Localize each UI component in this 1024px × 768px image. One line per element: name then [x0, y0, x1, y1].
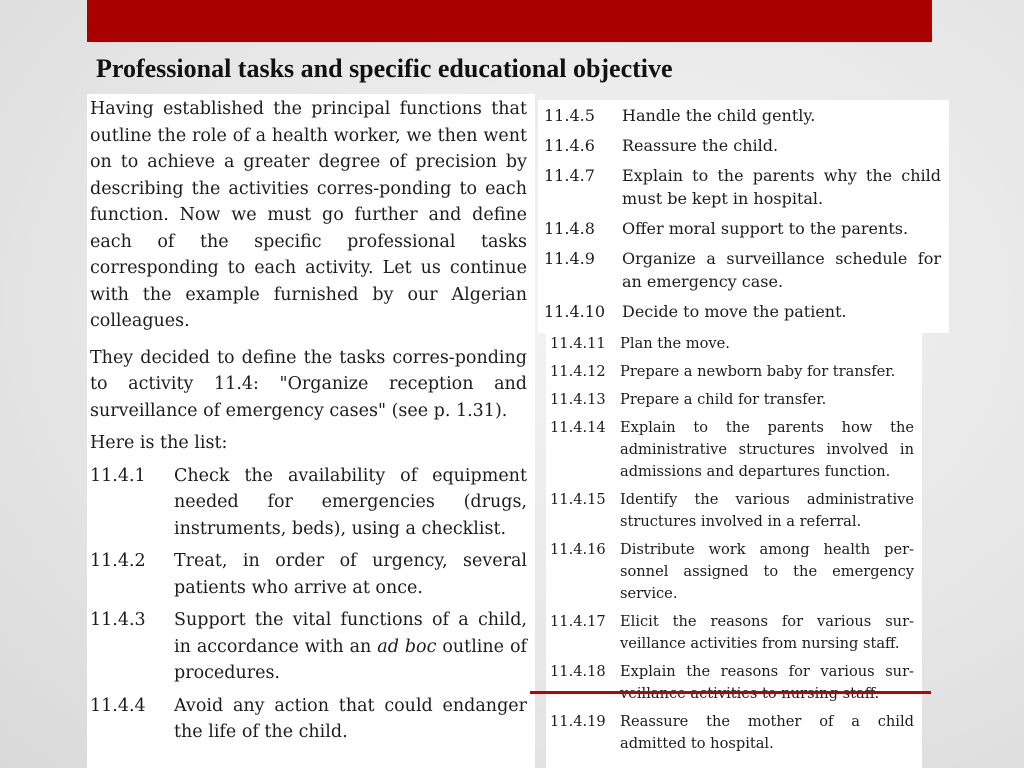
item-text: Prepare a newborn baby for transfer.: [620, 363, 896, 380]
item-text: [174, 607, 527, 687]
item-text: Explain to the parents how the administrative structures involved in admissions and departures function.: [620, 419, 914, 480]
list-item: [550, 417, 914, 483]
item-text: Check the availability of equipment needed for emergencies (drugs, instruments, beds), using a checklist.: [174, 465, 527, 539]
item-text: Decide to move the patient.: [622, 302, 847, 321]
item-text: Avoid any action that could endanger the life of the child.: [174, 695, 527, 742]
list-item: [550, 539, 914, 605]
intro-paragraph: Having established the principal functions that outline the role of a health worker, we then went on to achieve a greater degree of precision by describing the activities corres-ponding to each function. Now we must go further and define each of the specific professional tasks corresponding to each activity. Let us continue with the example furnished by our Algerian colleagues.: [90, 99, 527, 331]
item-number: 11.4.9: [544, 249, 595, 268]
list-item: [550, 611, 914, 655]
item-text: Identify the various administrative structures involved in a referral.: [620, 491, 914, 530]
item-text: Reassure the child.: [622, 136, 779, 155]
list-item: [544, 134, 941, 157]
item-number: 11.4.6: [544, 136, 595, 155]
list-item: [550, 711, 914, 755]
item-text: Prepare a child for transfer.: [620, 391, 827, 408]
item-number: 11.4.10: [544, 302, 606, 321]
item-number: 11.4.4: [90, 695, 146, 716]
list-item: [544, 300, 941, 323]
item-number: 11.4.11: [550, 335, 606, 352]
scanned-page-left: [87, 94, 535, 768]
list-item: [544, 217, 941, 240]
item-number: 11.4.3: [90, 610, 146, 630]
list-item: [550, 389, 914, 411]
list-item: [550, 489, 914, 533]
list-item: [90, 463, 527, 543]
list-item: [550, 661, 914, 705]
scanned-page-right-top: [538, 100, 949, 333]
item-text: Explain to the parents why the child must be kept in hospital.: [622, 166, 941, 208]
item-number: 11.4.19: [550, 713, 606, 730]
item-number: 11.4.1: [90, 465, 146, 486]
list-item: [544, 247, 941, 293]
item-number: 11.4.13: [550, 391, 606, 408]
item-number: 11.4.5: [544, 106, 595, 125]
list-intro: Here is the list:: [90, 433, 228, 453]
list-item: [544, 104, 941, 127]
item-text: Explain the reasons for various sur-: [620, 663, 914, 680]
item-number: 11.4.12: [550, 363, 606, 380]
item-number: 11.4.18: [550, 663, 606, 680]
item-text: Plan the move.: [620, 335, 730, 352]
item-text-start: Support the vital functions of a child, in accordance with an: [174, 610, 527, 657]
italic-term: ad boc: [377, 636, 437, 657]
item-number: 11.4.14: [550, 419, 606, 436]
slide-title: Professional tasks and specific educational objective: [96, 54, 673, 83]
list-item: [90, 548, 527, 601]
scanned-page-right-bottom: [546, 333, 922, 768]
item-number: 11.4.8: [544, 219, 595, 238]
item-text: Treat, in order of urgency, several patients who arrive at once.: [174, 551, 527, 598]
list-item: [90, 607, 527, 687]
item-text: Organize a surveillance schedule for an emergency case.: [622, 249, 941, 291]
item-number: 11.4.16: [550, 541, 606, 558]
list-item: [550, 333, 914, 355]
item-text: Offer moral support to the parents.: [622, 219, 909, 238]
item-number: 11.4.17: [550, 613, 606, 630]
item-text: Elicit the reasons for various sur-veillance activities from nursing staff.: [620, 613, 914, 652]
item-number: 11.4.15: [550, 491, 606, 508]
item-text: Distribute work among health per-sonnel assigned to the emergency service.: [620, 541, 914, 602]
item-number: 11.4.2: [90, 551, 146, 571]
context-paragraph: They decided to define the tasks corres-ponding to activity 11.4: "Organize reception and surveillance of emergency cases" (see p. 1.31).: [90, 347, 527, 421]
item-text: Reassure the mother of a child admitted to hospital.: [620, 713, 914, 752]
item-number: 11.4.7: [544, 166, 595, 185]
list-item: [90, 693, 527, 746]
title-banner: [87, 0, 932, 42]
item-text: Handle the child gently.: [622, 106, 816, 125]
item-text-end: outline of procedures.: [174, 636, 527, 683]
accent-divider: [530, 691, 931, 694]
list-item: [544, 164, 941, 210]
list-item: [550, 361, 914, 383]
